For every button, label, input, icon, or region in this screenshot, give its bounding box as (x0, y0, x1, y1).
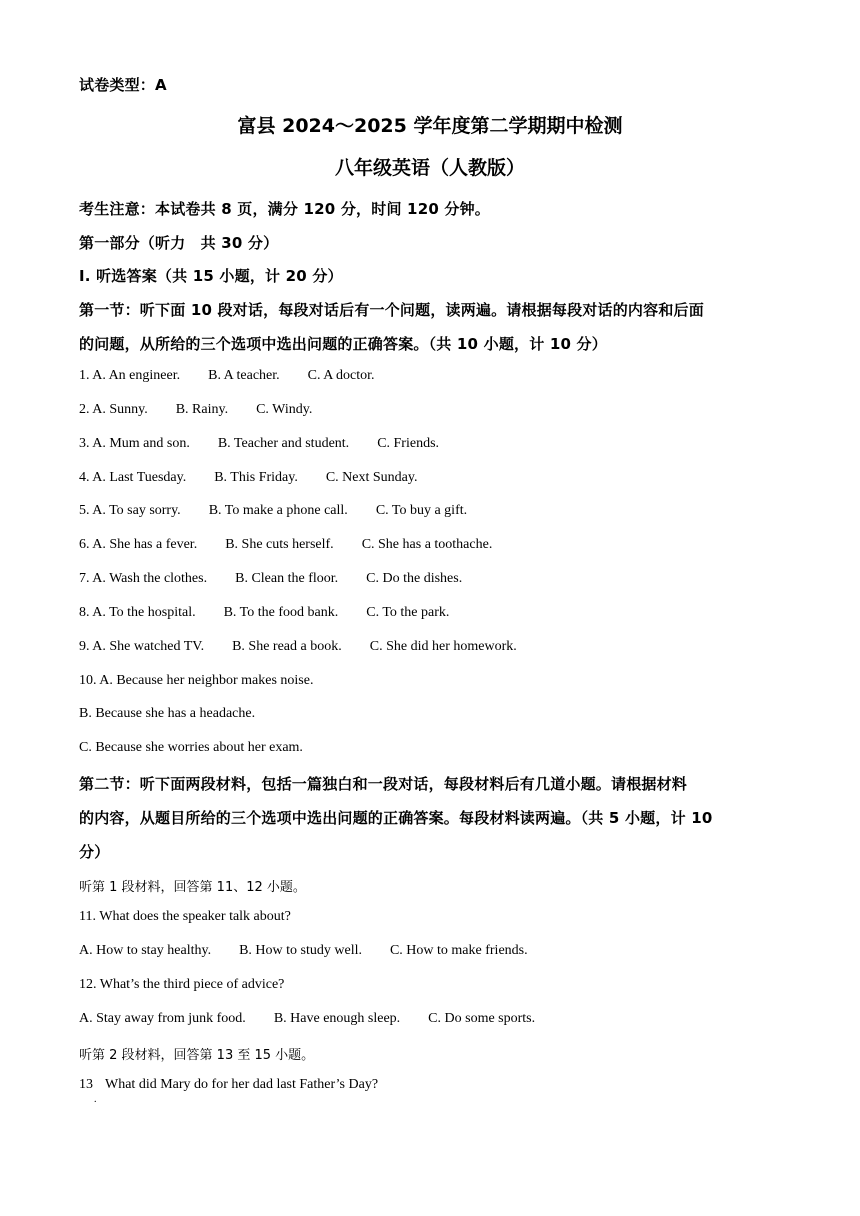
material1-note: 听第 1 段材料，回答第 11、12 小题。 (79, 880, 306, 895)
option-b: B. To the food bank. (223, 605, 339, 620)
section-i-heading: Ⅰ. 听选答案（共 15 小题，计 20 分） (79, 267, 343, 285)
option-b: B. She read a book. (232, 639, 342, 654)
option-c: C. How to make friends. (389, 943, 528, 958)
section2-instructions-line3: 分） (79, 843, 110, 861)
option-a: 3. A. Mum and son. (79, 436, 190, 451)
question-row (79, 537, 520, 553)
option-a: 8. A. To the hospital. (79, 605, 196, 620)
q10-option-c: C. Because she worries about her exam. (79, 740, 303, 755)
question-row (79, 943, 556, 959)
option-a: 9. A. She watched TV. (79, 639, 205, 654)
q11-stem: 11. What does the speaker talk about? (79, 909, 291, 924)
q13-row (79, 1077, 378, 1093)
option-b: B. She cuts herself. (225, 537, 334, 552)
option-b: B. Have enough sleep. (273, 1011, 401, 1026)
q12-stem: 12. What’s the third piece of advice? (79, 977, 285, 992)
option-c: C. Do some sports. (428, 1011, 536, 1026)
material2-note: 听第 2 段材料，回答第 13 至 15 小题。 (79, 1048, 315, 1063)
q10-option-a: 10. A. Because her neighbor makes noise. (79, 673, 314, 688)
q13-number: 13 (79, 1077, 93, 1092)
question-row (79, 1011, 563, 1027)
section1-instructions-line1: 第一节：听下面 10 段对话，每段对话后有一个问题，读两遍。请根据每段对话的内容和后面 (79, 301, 704, 319)
q10-option-b: B. Because she has a headache. (79, 706, 256, 721)
notice: 考生注意：本试卷共 8 页，满分 120 分，时间 120 分钟。 (79, 200, 490, 218)
paper-type: 试卷类型：A (79, 76, 167, 94)
option-c: C. To the park. (366, 605, 450, 620)
exam-subtitle: 八年级英语（人教版） (334, 157, 525, 179)
section2-instructions-line1: 第二节：听下面两段材料，包括一篇独白和一段对话，每段材料后有几道小题。请根据材料 (79, 775, 688, 793)
option-c: C. She did her homework. (369, 639, 517, 654)
question-row (79, 368, 403, 384)
option-a: 7. A. Wash the clothes. (79, 571, 208, 586)
option-a: 1. A. An engineer. (79, 368, 181, 383)
option-c: C. A doctor. (307, 368, 375, 383)
option-a: 4. A. Last Tuesday. (79, 470, 187, 485)
option-a: A. How to stay healthy. (79, 943, 212, 958)
option-c: C. She has a toothache. (361, 537, 493, 552)
question-row (79, 503, 495, 519)
q13-stem: What did Mary do for her dad last Father’s Day? (105, 1077, 379, 1092)
option-a: 2. A. Sunny. (79, 402, 148, 417)
question-row (79, 605, 477, 621)
question-row (79, 470, 446, 486)
question-row (79, 571, 490, 587)
option-c: C. Windy. (256, 402, 313, 417)
option-a: 6. A. She has a fever. (79, 537, 198, 552)
section1-instructions-line2: 的问题，从所给的三个选项中选出问题的正确答案。（共 10 小题，计 10 分） (79, 335, 607, 353)
part1-heading: 第一部分（听力 共 30 分） (79, 234, 279, 252)
option-a: A. Stay away from junk food. (79, 1011, 246, 1026)
option-b: B. A teacher. (208, 368, 280, 383)
option-c: C. To buy a gift. (375, 503, 468, 518)
option-a: 5. A. To say sorry. (79, 503, 181, 518)
option-c: C. Do the dishes. (366, 571, 463, 586)
q13-dot-mark: . (94, 1094, 97, 1105)
question-row (79, 436, 467, 452)
option-b: B. This Friday. (214, 470, 298, 485)
exam-title: 富县 2024～2025 学年度第二学期期中检测 (237, 115, 623, 137)
option-c: C. Next Sunday. (325, 470, 418, 485)
option-b: B. Teacher and student. (217, 436, 350, 451)
section2-instructions-line2: 的内容，从题目所给的三个选项中选出问题的正确答案。每段材料读两遍。（共 5 小题，计 10 (79, 809, 713, 827)
question-row (79, 639, 545, 655)
option-b: B. How to study well. (239, 943, 362, 958)
option-b: B. Clean the floor. (235, 571, 339, 586)
option-b: B. Rainy. (175, 402, 229, 417)
option-b: B. To make a phone call. (208, 503, 348, 518)
question-row (79, 402, 340, 418)
option-c: C. Friends. (377, 436, 440, 451)
